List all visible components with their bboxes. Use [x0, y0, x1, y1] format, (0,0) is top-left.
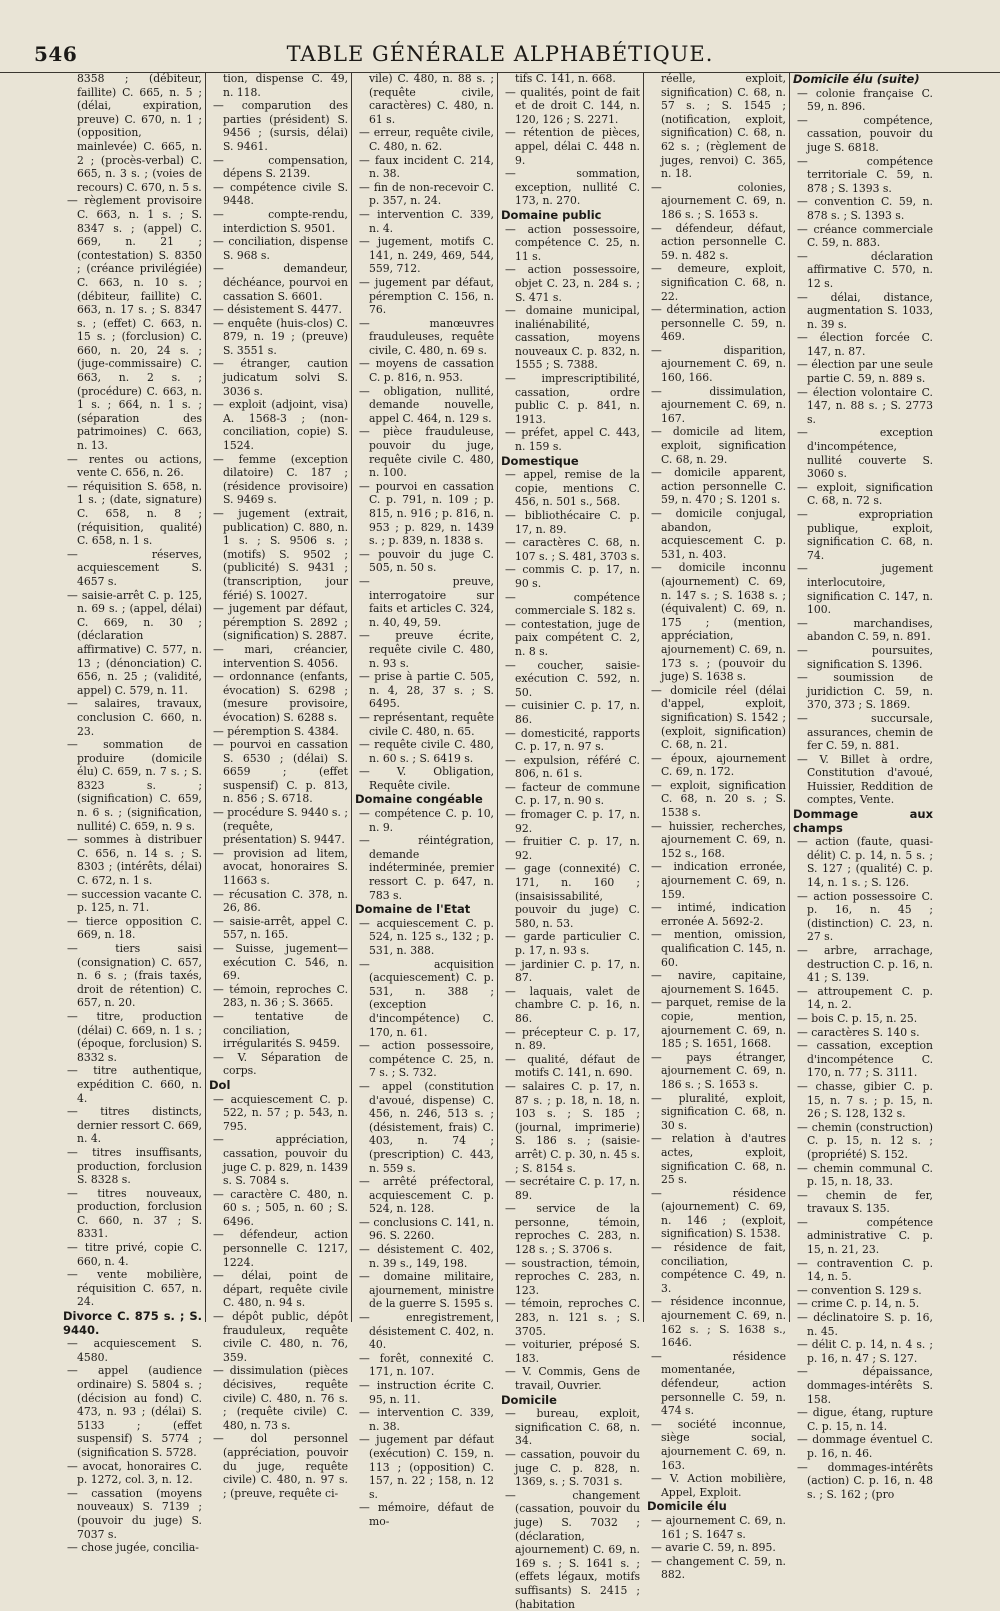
index-entry: — compétence C. p. 10, n. 9. [359, 807, 494, 834]
index-entry: — domicile réel (délai d'appel, exploit, signification) S. 1542 ; (exploit, signification) C. 68, n. 21. [651, 683, 786, 752]
index-entry: — précepteur C. p. 17, n. 89. [505, 1025, 640, 1053]
index-entry: — acquiescement C. p. 524, n. 125 s., 132 ; p. 531, n. 388. [359, 916, 494, 957]
index-heading: Domicile [501, 1392, 557, 1407]
index-entry: — déclinatoire S. p. 16, n. 45. [797, 1311, 933, 1338]
index-heading: Domaine congéable [355, 792, 483, 807]
index-entry: — cuisinier C. p. 17, n. 86. [505, 699, 640, 726]
index-entry: — caractères C. 68, n. 107 s. ; S. 481, 3703 s. [505, 536, 640, 563]
index-entry: — jardinier C. p. 17, n. 87. [505, 957, 640, 985]
index-entry: — imprescriptibilité, cassation, ordre public C. p. 841, n. 1913. [505, 372, 640, 426]
index-entry: — titre, production (délai) C. 669, n. 1 s. ; (époque, forclusion) S. 8332 s. [67, 1009, 202, 1064]
index-entry: — compensation, dépens S. 2139. [213, 153, 348, 181]
index-entry: — résidence de fait, conciliation, compétence C. 49, n. 3. [651, 1241, 786, 1295]
index-entry: — saisie-arrêt, appel C. 557, n. 165. [213, 914, 348, 942]
index-entry: 8358 ; (débiteur, faillite) C. 665, n. 5 ; (délai, expiration, preuve) C. 670, n. 1 ; (opposition, mainlevée) C. 665, n. 2 ; (procès-verbal) C. 665, n. 3 s. ; (voies de recours) C. 670, n. 5 s. [77, 72, 202, 194]
index-entry: — réintégration, demande indéterminée, premier ressort C. p. 647, n. 783 s. [359, 834, 494, 902]
index-entry: — laquais, valet de chambre C. p. 16, n. 86. [505, 984, 640, 1025]
index-column [790, 72, 936, 1501]
index-entry: — exception d'incompétence, nullité couverte S. 3060 s. [797, 426, 933, 481]
index-entry: — service de la personne, témoin, reproches C. 283, n. 128 s. ; S. 3706 s. [505, 1202, 640, 1257]
index-entry: — exploit, signification C. 68, n. 72 s. [797, 480, 933, 508]
index-entry: — jugement par défaut, péremption S. 2892 ; (signification) S. 2887. [213, 602, 348, 643]
index-entry: — expropriation publique, exploit, signification C. 68, n. 74. [797, 508, 933, 562]
index-entry: — crime C. p. 14, n. 5. [797, 1297, 920, 1311]
index-entry: — tierce opposition C. 669, n. 18. [67, 914, 202, 942]
index-entry: — fin de non-recevoir C. p. 357, n. 24. [359, 180, 494, 208]
index-entry: — domicile ad litem, exploit, signification C. 68, n. 29. [651, 425, 786, 466]
index-entry: — changement C. 59, n. 882. [651, 1554, 786, 1582]
index-entry: — appel (constitution d'avoué, dispense) C. 456, n. 246, 513 s. ; (désistement, frais) C. 403, n. 74 ; (prescription) C. 443, n. 559 s. [359, 1079, 494, 1175]
index-entry: — poursuites, signification S. 1396. [797, 643, 933, 671]
index-entry: — acquiescement C. p. 522, n. 57 ; p. 543, n. 795. [213, 1092, 348, 1133]
index-entry: — récusation C. 378, n. 26, 86. [213, 887, 348, 915]
index-entry: — élection volontaire C. 147, n. 88 s. ; S. 2773 s. [797, 385, 933, 426]
index-entry: — action possessoire, compétence C. 25, n. 11 s. [505, 222, 640, 263]
index-entry: — secrétaire C. p. 17, n. 89. [505, 1175, 640, 1202]
index-entry: — navire, capitaine, ajournement S. 1645. [651, 969, 786, 996]
index-entry: — sommation, exception, nullité C. 173, n. 270. [505, 167, 640, 208]
index-entry: — cassation, pouvoir du juge C. p. 828, n. 1369, s. ; S. 7031 s. [505, 1447, 640, 1489]
index-entry: — demandeur, déchéance, pourvoi en cassation S. 6601. [213, 262, 348, 303]
index-entry: — action possessoire, compétence C. 25, n. 7 s. ; S. 732. [359, 1039, 494, 1080]
index-heading: Dol [209, 1077, 231, 1092]
index-entry: — pouvoir du juge C. 505, n. 50 s. [359, 547, 494, 575]
index-entry: — vente mobilière, réquisition C. 657, n. 24. [67, 1268, 202, 1309]
index-entry: — acquiescement S. 4580. [67, 1337, 202, 1364]
index-entry: — action (faute, quasi-délit) C. p. 14, n. 5 s. ; S. 127 ; (qualité) C. p. 14, n. 1 s. ; S. 126. [797, 835, 933, 890]
index-entry: — contestation, juge de paix compétent C. 2, n. 8 s. [505, 617, 640, 658]
index-entry: — mari, créancier, intervention S. 4056. [213, 642, 348, 670]
index-entry: — succursale, assurances, chemin de fer C. 59, n. 881. [797, 711, 933, 753]
index-entry: — prise à partie C. 505, n. 4, 28, 37 s. ; S. 6495. [359, 670, 494, 711]
index-entry: — titres distincts, dernier ressort C. 669, n. 4. [67, 1105, 202, 1146]
index-entry: — femme (exception dilatoire) C. 187 ; (résidence provisoire) S. 9469 s. [213, 452, 348, 507]
index-entry: — domaine municipal, inaliénabilité, cassation, moyens nouveaux C. p. 832, n. 1555 ; S. 7388. [505, 304, 640, 372]
index-entry: — moyens de cassation C. p. 816, n. 953. [359, 357, 494, 385]
index-entry: — cassation, exception d'incompétence C. 170, n. 77 ; S. 3111. [797, 1039, 933, 1080]
index-entry: — appel (audience ordinaire) S. 5804 s. ; (décision au fond) C. 473, n. 93 ; (délai) S. 5133 ; (effet suspensif) S. 5774 ; (signification S. 5728. [67, 1364, 202, 1459]
index-entry: — arbre, arrachage, destruction C. p. 16, n. 41 ; S. 139. [797, 944, 933, 985]
index-entry: — chasse, gibier C. p. 15, n. 7 s. ; p. 15, n. 26 ; S. 128, 132 s. [797, 1079, 933, 1121]
index-entry: — convention S. 129 s. [797, 1283, 922, 1297]
index-entry: — pourvoi en cassation S. 6530 ; (délai) S. 6659 ; (effet suspensif) C. p. 813, n. 856 ; S. 6718. [213, 738, 348, 806]
index-entry: — V. Obligation, Requête civile. [359, 765, 494, 792]
index-heading: Domaine public [501, 207, 602, 222]
index-entry: — compétence civile S. 9448. [213, 180, 348, 208]
index-entry: — procédure S. 9440 s. ; (requête, présentation) S. 9447. [213, 806, 348, 847]
index-entry: — jugement (extrait, publication) C. 880, n. 1 s. ; S. 9506 s. ; (motifs) S. 9502 ; (publicité) S. 9431 ; (transcription, jour férié) S. 10027. [213, 507, 348, 602]
index-entry: — intervention C. 339, n. 4. [359, 207, 494, 235]
index-entry: tion, dispense C. 49, n. 118. [223, 72, 348, 99]
index-entry: — résidence momentanée, défendeur, action personnelle C. 59, n. 474 s. [651, 1349, 786, 1418]
index-entry: — coucher, saisie-exécution C. 592, n. 50. [505, 658, 640, 699]
index-entry: — désistement S. 4477. [213, 303, 342, 317]
index-entry: — chose jugée, concilia- [67, 1541, 199, 1555]
index-entry: — gage (connexité) C. 171, n. 160 ; (insaisissabilité, pouvoir du juge) C. 580, n. 53. [505, 862, 640, 930]
index-entry: — succession vacante C. p. 125, n. 71. [67, 887, 202, 915]
index-entry: — rentes ou actions, vente C. 656, n. 26. [67, 452, 202, 480]
index-entry: — acquisition (acquiescement) C. p. 531, n. 388 ; (exception d'incompétence) C. 170, n. 61. [359, 957, 494, 1039]
index-entry: — élection par une seule partie C. 59, n. 889 s. [797, 358, 933, 386]
index-entry: — fruitier C. p. 17, n. 92. [505, 835, 640, 862]
index-heading: Divorce C. 875 s. ; S. 9440. [63, 1309, 202, 1337]
index-entry: — instruction écrite C. 95, n. 11. [359, 1379, 494, 1406]
index-entry: — huissier, recherches, ajournement C. 69, n. 152 s., 168. [651, 819, 786, 860]
index-entry: — expulsion, référé C. 806, n. 61 s. [505, 753, 640, 781]
index-entry: — relation à d'autres actes, exploit, signification C. 68, n. 25 s. [651, 1132, 786, 1187]
index-entry: — colonies, ajournement C. 69, n. 186 s. ; S. 1653 s. [651, 180, 786, 221]
index-entry: — fromager C. p. 17, n. 92. [505, 808, 640, 835]
index-entry: — préfet, appel C. 443, n. 159 s. [505, 426, 640, 454]
index-entry: — déclaration affirmative C. 570, n. 12 s. [797, 249, 933, 290]
index-entry: — sommes à distribuer C. 656, n. 14 s. ; S. 8303 ; (intérêts, délai) C. 672, n. 1 s. [67, 833, 202, 888]
index-entry: — preuve écrite, requête civile C. 480, n. 93 s. [359, 629, 494, 670]
index-entry: — réquisition S. 658, n. 1 s. ; (date, signature) C. 658, n. 8 ; (réquisition, qualité) C. 658, n. 1 s. [67, 479, 202, 548]
index-entry: — domicile apparent, action personnelle C. 59, n. 470 ; S. 1201 s. [651, 466, 786, 507]
index-entry: — ordonnance (enfants, évocation) S. 6298 ; (mesure provisoire, évocation) S. 6288 s. [213, 670, 348, 724]
index-entry: — enregistrement, désistement C. 402, n. 40. [359, 1311, 494, 1352]
index-entry: — soumission de juridiction C. 59, n. 370, 373 ; S. 1869. [797, 671, 933, 712]
index-entry: — V. Action mobilière, Appel, Exploit. [651, 1472, 786, 1499]
index-entry: — titres nouveaux, production, forclusion C. 660, n. 37 ; S. 8331. [67, 1186, 202, 1241]
index-entry: — bois C. p. 15, n. 25. [797, 1011, 918, 1025]
index-entry: — erreur, requête civile, C. 480, n. 62. [359, 126, 494, 153]
index-entry: — action possessoire, objet C. 23, n. 284 s. ; S. 471 s. [505, 263, 640, 304]
index-entry: — désistement C. 402, n. 39 s., 149, 198. [359, 1243, 494, 1270]
index-entry: — compétence commerciale S. 182 s. [505, 590, 640, 618]
index-entry: — compte-rendu, interdiction S. 9501. [213, 207, 348, 235]
index-entry: — intimé, indication erronée A. 5692-2. [651, 901, 786, 928]
index-entry: — jugement interlocutoire, signification C. 147, n. 100. [797, 562, 933, 617]
index-entry: — V. Commis, Gens de travail, Ouvrier. [505, 1365, 640, 1392]
index-heading: Domestique [501, 453, 579, 468]
index-entry: — société inconnue, siège social, ajournement C. 69, n. 163. [651, 1417, 786, 1472]
index-entry: — élection forcée C. 147, n. 87. [797, 331, 933, 358]
index-entry: — défendeur, défaut, action personnelle C. 59. n. 482 s. [651, 221, 786, 262]
index-entry: — Suisse, jugement—exécution C. 546, n. 69. [213, 942, 348, 983]
index-entry: — péremption S. 4384. [213, 724, 339, 738]
index-entry: — mémoire, défaut de mo- [359, 1501, 494, 1528]
index-entry: — domicile conjugal, abandon, acquiescement C. p. 531, n. 403. [651, 507, 786, 561]
index-entry: — témoin, reproches C. 283, n. 36 ; S. 3665. [213, 982, 348, 1010]
index-entry: — réserves, acquiescement S. 4657 s. [67, 547, 202, 588]
index-entry: — pourvoi en cassation C. p. 791, n. 109 ; p. 815, n. 916 ; p. 816, n. 953 ; p. 829, n. 1439 s. ; p. 839, n. 1838 s. [359, 479, 494, 548]
index-entry: — époux, ajournement C. 69, n. 172. [651, 751, 786, 779]
index-entry: — changement (cassation, pouvoir du juge) S. 7032 ; (déclaration, ajournement) C. 69, n. 169 s. ; S. 1641 s. ; (effets légaux, motifs suffisants) S. 2415 ; (habitation [505, 1488, 640, 1611]
index-entry: — parquet, remise de la copie, mention, ajournement C. 69, n. 185 ; S. 1651, 1668. [651, 996, 786, 1051]
index-entry: — attroupement C. p. 14, n. 2. [797, 984, 933, 1012]
index-entry: — provision ad litem, avocat, honoraires S. 11663 s. [213, 846, 348, 888]
index-entry: — mention, omission, qualification C. 145, n. 60. [651, 928, 786, 969]
index-entry: — faux incident C. 214, n. 38. [359, 153, 494, 181]
index-entry: — chemin communal C. p. 15, n. 18, 33. [797, 1161, 933, 1189]
index-entry: — délit C. p. 14, n. 4 s. ; p. 16, n. 47 ; S. 127. [797, 1338, 933, 1365]
index-entry: — dissimulation, ajournement C. 69, n. 167. [651, 384, 786, 425]
index-entry: — titre authentique, expédition C. 660, n. 4. [67, 1064, 202, 1105]
index-entry: — arrêté préfectoral, acquiescement C. p. 524, n. 128. [359, 1175, 494, 1216]
index-entry: — preuve, interrogatoire sur faits et articles C. 324, n. 40, 49, 59. [359, 574, 494, 629]
index-entry: — titres insuffisants, production, forclusion S. 8328 s. [67, 1145, 202, 1187]
index-entry: — salaires C. p. 17, n. 87 s. ; p. 18, n. 18, n. 103 s. ; S. 185 ; (journal, imprimerie) S. 186 s. ; (saisie-arrêt) C. p. 30, n. 45 s. ; S. 8154 s. [505, 1079, 640, 1175]
index-entry: — intervention C. 339, n. 38. [359, 1406, 494, 1433]
index-entry: — facteur de commune C. p. 17, n. 90 s. [505, 780, 640, 808]
index-entry: — colonie française C. 59, n. 896. [797, 86, 933, 114]
index-heading: Domicile élu (suite) [793, 72, 920, 86]
index-entry: — rétention de pièces, appel, délai C. 448 n. 9. [505, 126, 640, 167]
index-entry: réelle, exploit, signification) C. 68, n. 57 s. ; S. 1545 ; (notification, exploit, signification) C. 68, n. 62 s. ; (règlement de juges, renvoi) C. 365, n. 18. [661, 72, 786, 181]
index-entry: — enquête (huis-clos) C. 879, n. 19 ; (preuve) S. 3551 s. [213, 316, 348, 357]
index-entry: — cassation (moyens nouveaux) S. 7139 ; (pouvoir du juge) S. 7037 s. [67, 1486, 202, 1541]
index-entry: — avocat, honoraires C. p. 1272, col. 3, n. 12. [67, 1459, 202, 1487]
page-header [0, 38, 1000, 73]
index-entry: — compétence administrative C. p. 15, n. 21, 23. [797, 1215, 933, 1257]
index-entry: — caractère C. 480, n. 60 s. ; 505, n. 60 ; S. 6496. [213, 1187, 348, 1228]
index-entry: — dol personnel (appréciation, pouvoir du juge, requête civile) C. 480, n. 97 s. ; (preuve, requête ci- [213, 1432, 348, 1500]
index-column [60, 72, 206, 1555]
index-entry: — conclusions C. 141, n. 96. S. 2260. [359, 1215, 494, 1243]
index-entry: — ajournement C. 69, n. 161 ; S. 1647 s. [651, 1513, 786, 1541]
index-entry: — appréciation, cassation, pouvoir du juge C. p. 829, n. 1439 s. S. 7084 s. [213, 1133, 348, 1188]
index-entry: — tiers saisi (consignation) C. 657, n. 6 s. ; (frais taxés, droit de rétention) C. 657, n. 20. [67, 942, 202, 1010]
index-entry: — caractères S. 140 s. [797, 1025, 920, 1039]
index-entry: — résidence inconnue, ajournement C. 69, n. 162 s. ; S. 1638 s., 1646. [651, 1295, 786, 1350]
index-entry: — disparition, ajournement C. 69, n. 160, 166. [651, 343, 786, 385]
index-entry: — contravention C. p. 14, n. 5. [797, 1256, 933, 1284]
index-entry: — obligation, nullité, demande nouvelle, appel C. 464, n. 129 s. [359, 384, 494, 425]
index-entry: — bibliothécaire C. p. 17, n. 89. [505, 509, 640, 536]
index-entry: — garde particulier C. p. 17, n. 93 s. [505, 930, 640, 957]
index-entry: — requête civile C. 480, n. 60 s. ; S. 6419 s. [359, 738, 494, 765]
index-entry: — résidence (ajournement) C. 69, n. 146 ; (exploit, signification) S. 1538. [651, 1186, 786, 1241]
index-entry: — conciliation, dispense S. 968 s. [213, 235, 348, 262]
index-entry: — compétence, cassation, pouvoir du juge S. 6818. [797, 113, 933, 154]
index-entry: — salaires, travaux, conclusion C. 660, n. 23. [67, 697, 202, 738]
page-number: 546 [34, 42, 78, 66]
index-entry: — titre privé, copie C. 660, n. 4. [67, 1241, 202, 1268]
index-entry: — dommages-intérêts (action) C. p. 16, n. 48 s. ; S. 162 ; (pro [797, 1460, 933, 1501]
index-entry: — manœuvres frauduleuses, requête civile, C. 480, n. 69 s. [359, 316, 494, 357]
index-entry: — voiturier, préposé S. 183. [505, 1338, 640, 1365]
index-entry: — dissimulation (pièces décisives, requête civile) C. 480, n. 76 s. ; (requête civile) C. 480, n. 73 s. [213, 1364, 348, 1432]
index-entry: — sommation de produire (domicile élu) C. 659, n. 7 s. ; S. 8323 s. ; (signification) C. 659, n. 6 s. ; (signification, nullité) C. 659, n. 9 s. [67, 738, 202, 833]
index-entry: — chemin (construction) C. p. 15, n. 12 s. ; (propriété) S. 152. [797, 1120, 933, 1161]
index-entry: — jugement, motifs C. 141, n. 249, 469, 544, 559, 712. [359, 235, 494, 276]
index-entry: — comparution des parties (président) S. 9456 ; (sursis, délai) S. 9461. [213, 99, 348, 153]
index-entry: — pièce frauduleuse, pouvoir du juge, requête civile C. 480, n. 100. [359, 425, 494, 480]
index-entry: — délai, point de départ, requête civile C. 480, n. 94 s. [213, 1269, 348, 1310]
index-entry: — compétence territoriale C. 59, n. 878 ; S. 1393 s. [797, 154, 933, 195]
index-heading: Dommage aux champs [793, 807, 933, 835]
index-entry: — domicile inconnu (ajournement) C. 69, n. 147 s. ; S. 1638 s. ; (équivalent) C. 69, n. 175 ; (mention, appréciation, ajournement) C. 69, n. 173 s. ; (pouvoir du juge) S. 1638 s. [651, 561, 786, 684]
index-entry: — jugement par défaut, péremption C. 156, n. 76. [359, 275, 494, 317]
index-entry: — V. Billet à ordre, Constitution d'avoué, Huissier, Reddition de comptes, Vente. [797, 752, 933, 807]
index-column [644, 72, 790, 1582]
index-entry: — créance commerciale C. 59, n. 883. [797, 222, 933, 250]
index-entry: — saisie-arrêt C. p. 125, n. 69 s. ; (appel, délai) C. 669, n. 30 ; (déclaration affirmative) C. 577, n. 13 ; (dénonciation) C. 656, n. 25 ; (validité, appel) C. 579, n. 11. [67, 588, 202, 697]
index-entry: — défendeur, action personnelle C. 1217, 1224. [213, 1228, 348, 1269]
index-entry: — digue, étang, rupture C. p. 15, n. 14. [797, 1406, 933, 1433]
index-entry: — qualité, défaut de motifs C. 141, n. 690. [505, 1052, 640, 1080]
index-entry: — commis C. p. 17, n. 90 s. [505, 563, 640, 590]
index-entry: — forêt, connexité C. 171, n. 107. [359, 1351, 494, 1379]
index-entry: — dépôt public, dépôt frauduleux, requête civile C. 480, n. 76, 359. [213, 1310, 348, 1364]
index-entry: — domesticité, rapports C. p. 17, n. 97 s. [505, 726, 640, 754]
index-entry: — dépaissance, dommages-intérêts S. 158. [797, 1365, 933, 1406]
index-entry: — chemin de fer, travaux S. 135. [797, 1188, 933, 1216]
index-entry: — qualités, point de fait et de droit C. 144, n. 120, 126 ; S. 2271. [505, 85, 640, 126]
index-entry: — appel, remise de la copie, mentions C. 456, n. 501 s., 568. [505, 468, 640, 509]
index-entry: — convention C. 59, n. 878 s. ; S. 1393 s. [797, 195, 933, 222]
index-entry: — avarie C. 59, n. 895. [651, 1541, 776, 1555]
index-entry: — pays étranger, ajournement C. 69, n. 186 s. ; S. 1653 s. [651, 1050, 786, 1091]
index-column [206, 72, 352, 1500]
page-title: TABLE GÉNÉRALE ALPHABÉTIQUE. [286, 42, 714, 66]
index-column [498, 72, 644, 1611]
index-entry: — pluralité, exploit, signification C. 68, n. 30 s. [651, 1091, 786, 1132]
index-entry: — demeure, exploit, signification C. 68, n. 22. [651, 262, 786, 303]
index-entry: — indication erronée, ajournement C. 69, n. 159. [651, 860, 786, 901]
index-entry: — étranger, caution judicatum solvi S. 3036 s. [213, 357, 348, 398]
index-entry: — jugement par défaut (exécution) C. 159, n. 113 ; (opposition) C. 157, n. 22 ; 158, n. 12 s. [359, 1433, 494, 1501]
index-entry: — détermination, action personnelle C. 59, n. 469. [651, 303, 786, 344]
index-entry: — marchandises, abandon C. 59, n. 891. [797, 616, 933, 644]
index-entry: — bureau, exploit, signification C. 68, n. 34. [505, 1407, 640, 1448]
index-entry: tifs C. 141, n. 668. [515, 72, 616, 85]
index-heading: Domicile élu [647, 1499, 727, 1514]
index-entry: — règlement provisoire C. 663, n. 1 s. ; S. 8347 s. ; (appel) C. 669, n. 21 ; (contestation) S. 8350 ; (créance privilégiée) C. 663, n. 10 s. ; (débiteur, faillite) C. 663, n. 17 s. ; S. 8347 s. ; (effet) C. 663, n. 15 s. ; (forclusion) C. 660, n. 20, 24 s. ; (juge-commissaire) C. 663, n. 2 s. ; (procédure) C. 663, n. 1 s. ; 664, n. 1 s. ; (séparation des patrimoines) C. 663, n. 13. [67, 194, 202, 453]
index-heading: Domaine de l'Etat [355, 902, 471, 917]
index-entry: — délai, distance, augmentation S. 1033, n. 39 s. [797, 290, 933, 331]
index-entry: — exploit, signification C. 68, n. 20 s. ; S. 1538 s. [651, 778, 786, 820]
index-entry: — V. Séparation de corps. [213, 1050, 348, 1078]
index-entry: vile) C. 480, n. 88 s. ; (requête civile, caractères) C. 480, n. 61 s. [369, 72, 494, 126]
index-entry: — dommage éventuel C. p. 16, n. 46. [797, 1433, 933, 1460]
index-entry: — soustraction, témoin, reproches C. 283, n. 123. [505, 1256, 640, 1297]
index-entry: — action possessoire C. p. 16, n. 45 ; (distinction) C. 23, n. 27 s. [797, 889, 933, 944]
index-entry: — tentative de conciliation, irrégularités S. 9459. [213, 1009, 348, 1051]
index-entry: — représentant, requête civile C. 480, n. 65. [359, 710, 494, 738]
index-entry: — témoin, reproches C. 283, n. 121 s. ; S. 3705. [505, 1297, 640, 1338]
index-columns [60, 72, 960, 1611]
index-column [352, 72, 498, 1528]
index-entry: — exploit (adjoint, visa) A. 1568-3 ; (non-conciliation, copie) S. 1524. [213, 398, 348, 453]
index-entry: — domaine militaire, ajournement, ministre de la guerre S. 1595 s. [359, 1270, 494, 1311]
